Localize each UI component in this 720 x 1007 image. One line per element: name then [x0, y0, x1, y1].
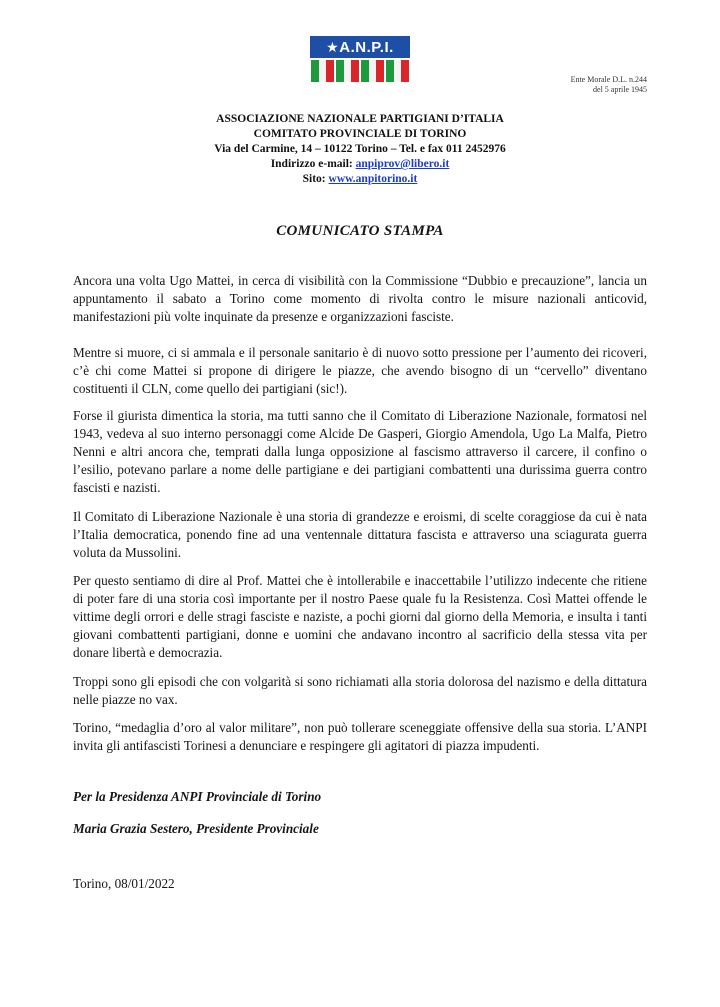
paragraph: Ancora una volta Ugo Mattei, in cerca di visibilità con la Commissione “Dubbio e precauzione”, lancia un appuntamento il sabato a Torino come momento di rivolta contro le misure nazionali anticovid, manifestazioni più volte inquinate da presenze e organizzazioni fasciste. — [73, 273, 647, 324]
email-line — [0, 157, 720, 172]
document-date: Torino, 08/01/2022 — [73, 876, 175, 891]
paragraph: Il Comitato di Liberazione Nazionale è una storia di grandezze e eroismi, di scelte coraggiose da cui è nata l’Italia democratica, ponendo fine ad una ventennale dittatura fascista e attraverso una sciagurata guerra voluta da Mussolini. — [73, 509, 647, 560]
letterhead — [0, 112, 720, 187]
paragraph: Forse il giurista dimentica la storia, ma tutti sanno che il Comitato di Liberazione Nazionale, formatosi nel 1943, vedeva al suo interno personaggi come Alcide De Gasperi, Giorgio Amendola, Ugo La Malfa, Pietro Nenni e altri ancora che, temprati dalla lunga opposizione al fascismo attraverso il carcere, il confino o l’esilio, potevano parlare a nome delle partigiane e dei partigiani combattenti una durissima guerra contro fascisti e nazisti. — [73, 408, 647, 495]
committee-name: COMITATO PROVINCIALE DI TORINO — [253, 128, 467, 140]
site-line — [0, 172, 720, 187]
flag-icon — [311, 60, 334, 82]
legal-note-line2: del 5 aprile 1945 — [593, 85, 647, 94]
anpi-logo-banner — [310, 36, 410, 58]
paragraph: Troppi sono gli episodi che con volgarità si sono richiamati alla storia dolorosa del nazismo e della dittatura nelle piazze no vax. — [73, 674, 647, 707]
star-icon: ★ — [326, 39, 340, 55]
document-title: COMUNICATO STAMPA — [276, 223, 444, 239]
paragraph: Mentre si muore, ci si ammala e il personale sanitario è di nuovo sotto pressione per l’aumento dei ricoveri, c’è chi come Mattei si propone di dirigere le piazze, che avendo bisogno di un “cervello” diventano costituenti il CLN, come quello dei partigiani (sic!). — [73, 345, 647, 396]
signature-president: Maria Grazia Sestero, Presidente Provinciale — [73, 821, 319, 836]
flag-icon — [386, 60, 409, 82]
site-link[interactable]: www.anpitorino.it — [328, 173, 418, 185]
address: Via del Carmine, 14 – 10122 Torino – Tel. e fax 011 2452976 — [214, 143, 506, 155]
anpi-logo — [310, 36, 410, 82]
site-label: Sito: — [302, 173, 329, 185]
flag-icon — [336, 60, 359, 82]
legal-note-line1: Ente Morale D.L. n.244 — [570, 75, 647, 84]
paragraph: Torino, “medaglia d’oro al valor militare”, non può tollerare sceneggiate offensive della sua storia. L’ANPI invita gli antifascisti Torinesi a denunciare e respingere gli agitatori di piazza impudenti. — [73, 720, 647, 753]
anpi-logo-text: A.N.P.I. — [339, 39, 394, 56]
signature-presidency: Per la Presidenza ANPI Provinciale di Torino — [73, 789, 322, 804]
email-label: Indirizzo e-mail: — [270, 158, 356, 170]
paragraph: Per questo sentiamo di dire al Prof. Mattei che è intollerabile e inaccettabile l’utilizzo indecente che ritiene di poter fare di una storia così importante per il nostro Paese quale fu la Resistenza. Così Mattei offende le vittime degli orrori e delle stragi fasciste e naziste, a pochi giorni dal giorno della Memoria, e insulta i tanti giovani combattenti partigiani, donne e uomini che andavano incontro al sacrificio della stessa vita per donare libertà e democrazia. — [73, 573, 647, 660]
italian-flags — [310, 60, 410, 82]
legal-note — [571, 75, 647, 95]
flag-icon — [361, 60, 384, 82]
email-link[interactable]: anpiprov@libero.it — [355, 158, 450, 170]
org-name: ASSOCIAZIONE NAZIONALE PARTIGIANI D’ITALIA — [216, 113, 504, 125]
